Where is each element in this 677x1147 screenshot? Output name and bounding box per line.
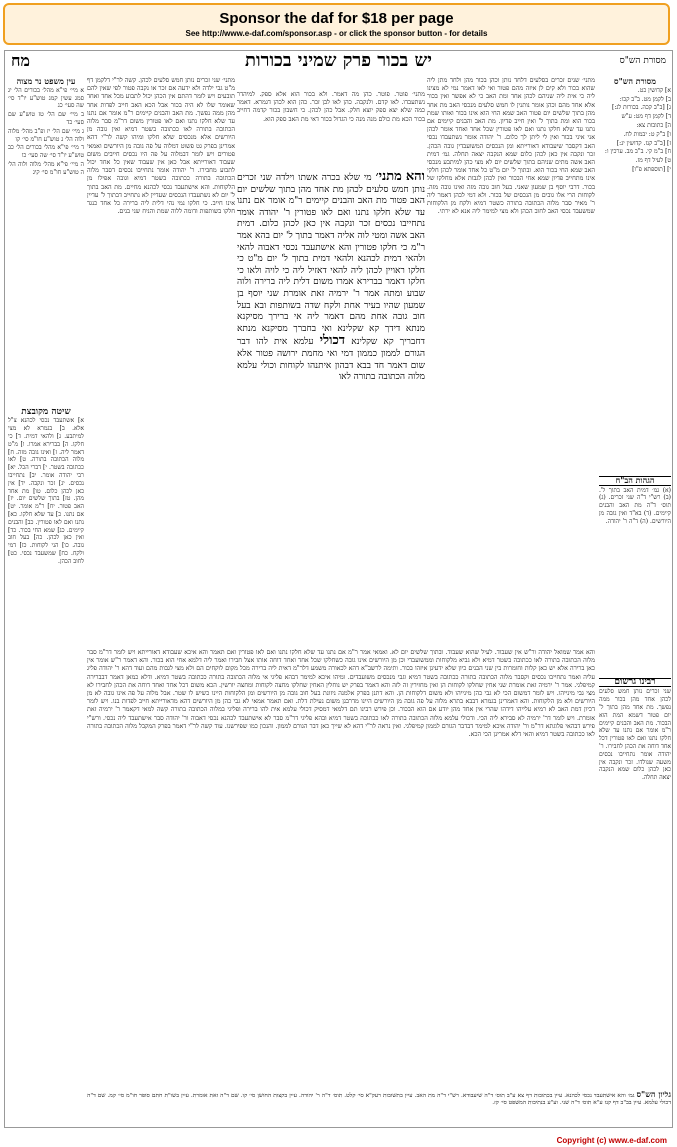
tosfot-text: מתני׳ שני זכרים נותן חמש סלעים לכהן. קשה לר"י דלקמן דף מ"ט גבי ילדה ולא ידעה אם זכר או נקבה פטור לפי שאין להם תובעים ויש לומר דהתם אין הכהן יכול לתבוע מכל אחד ואחד שאומר שלו לא היה בכור אבל הכא האב חייב לפדות אחד מהן ממה נפשך. מת האב והבנים קיימים ר"מ אומר אם נתנו עד שלא חלקו נתנו ואם לאו פטורין משום דר"מ סבר מלוה הכתובה בתורה לאו ככתובה בשטר דמיא ואין גובה מן היורשים אלא מנכסים שלא חלקו ומיהו קשה לר"י דהא אמרינן בפרק גט פשוט דמלוה על פה גובה מן היורשים ואמאי פטורים ויש לומר דבמלוה על פה היו נכסים חייבים משום שעבוד דאורייתא אבל כאן אין שעבוד שאין כל אחד יכול לתבוע מחבירו. ר' יהודה אומר נתחייבו נכסים דסבר מלוה הכתובה בתורה ככתובה בשטר דמיא וגובה אפילו מן הלקוחות. והא אישתעבד נכסי לכהנא מחיים. מת האב בתוך ל' יום לא נשתעבדו הנכסים שעדיין לא נתחייב דבתוך ל' עדיין אינו חייב. כי חלקו נמי נהי דלית ליה ברירה כל אחד כנגד חלקו בשותפות ודומה ללוה שמת והניח שני בנים. (87, 77, 235, 216)
masoret-ref: ב] לקמן מט. ב"ב קכו: (619, 95, 671, 103)
glion-hashas-block (87, 1091, 671, 1125)
hagahot-heading: הגהות הב"ח (599, 476, 671, 486)
page-title: יש בכור פרק שמיני בכורות (245, 50, 432, 71)
gemara-text (237, 171, 425, 571)
gemara-body: מי שלא בכרה אשתו וילדה שני זכרים נותן חמש סלעים לכהן מת אחד מהן בתוך שלשים יום האב פטור מת האב והבנים קיימים ר"מ אומר אם נתנו עד שלא חלקו נתנו ואם לאו פטורין ר' יהודה אומר נתחייבו נכסים זכר ונקבה אין כאן לכהן כלום. דמית האב אשה ומטי לוה אליה דאמר בתוך ל' יום בהא אמר ר"מ כי חלקו פטורין והא אישתעבד נכסי דאבוה להאי ולהאי דמית לכהנא ולהאי דמית בתוך ל' יום מ"ט כי חלקו ראויין לכהן ליה להאי דאזיל ליה כי לויה ולאו כי חלקו דאמר בברירא אמרו משום דלית ליה ברירה ולוה שבוע ומתה אמר ר' ירמיה זאת אומרת שני יוסף בן שמעון שהיו בעיר אחת ולקח שדה בשותפות ובא בעל חוב גובה אחת מהם דאמר ליה אי ברירך מסיקנא מנתא דידך קא שקלינא ואי בחברך מסיקנא מנתא דחבריך קא שקלינא (237, 173, 425, 348)
ein-mishpat-item: ה מיי׳ פי"א מהל׳ מלוה ולוה הל׳ ה טוש"ע חו"מ סי׳ קיג (8, 160, 84, 176)
rashi-text: מתני׳ שנים זכרים בסלעים דלחד נותן וכהן בכור מהן ולחד מתן ליה שהוא בכור ולא קים לן איזה מהם פטור ואי לאו דאמר נמי לא מצינו ליה כי אית ליה שניהם לכהן אחד ומת האב כי לא אפשר ואין בכור אלא אחד מהם וכהן אומר נותנין לו חמש סלעים מנכסי האב מת אחד מהן בתוך שלשים יום פטור האב שמא החי הוא אינו בכור ואותו שמת בכור הוא ומת בתוך ל' ואין חייב פדיון. מת האב והבנים קיימים אם נתנו עד שלא חלקו נתנו ואם לאו פטורין שכל אחד ואחד אומר לכהן אני איני בכור ואין לי ליתן לך כלום. ר' יהודה אומר נשתעבדו נכסי האב דקסבר שיעבודא דאורייתא ומן הנכסים המשועבדין גובה הכהן. זכר ונקבה אין כאן לכהן כלום שמא הנקבה יצאה תחלה. גמ׳ דמית האב אשה מתים שניהם בתוך שלשים יום לא מצי כהן למיתבע מנכסי האב שמא החי בכור הוא. ובתוך ל' יום מ"ט כל אחד אומר לכהן חלקי אינו מתחייב פדיון שמא אחי הבכור ואין לכהן לגבות אלא מחלקו של בכור. דרבי יוסף בן שמעון שאני. בעל חוב גובה מזה ואינו גובה מזה. לקוחות הרי אלו גובים מן הנכסים של בכור. ולא דמי לכהן דאמר ליה ר' מאיר סבר מלוה הכתובה בתורה כשטר דמיא ולקח מן הלקוחות שמשעבד נכסי האב לחוב הכהן ולא מצי למימר ליה אנא לא ירתי. (427, 77, 595, 216)
shita-mekubetzet-heading: שיטה מקובצת (21, 406, 71, 417)
rashi-column (427, 77, 595, 743)
masoret-ref: ג] [ב"ב קכה. בכורות לג:] (612, 104, 671, 112)
rabbenu-gershom-text: שני זכרים נותן חמש סלעים לכהן אחד מהן בכור ממה נפשך. מת אחד מהן בתוך ל' יום פטור דשמא המת הוא הבכור. מת האב והבנים קיימים ר"מ אומר אם נתנו עד שלא חלקו נתנו ואם לאו פטורין דכל אחד דוחה את הכהן לחבירו. ר' יהודה אומר נתחייבו נכסים משעה שנולדו. זכר ונקבה אין כאן לכהן כלום שמא הנקבה יצאה תחלה. (599, 688, 671, 782)
shita-mekubetzet-text: א] אשתעבד נכסי לכהנא צ"ל אלא. ב] בגמרא לא מצי למיתבע. ג] ולהאי דמית. ד] כי חלקו. ה] בברירא אמרו. ו] מ"ט דאמר ליה. ז] ואינו גובה מזה. ח] מלוה הכתובה בתורה. ט] לאו ככתובה בשטר. י] דברי הכל. יא] רבי יהודה אומר. יב] נתחייבו נכסים. יג] זכר ונקבה. יד] אין כאן לכהן כלום. טו] מת אחד מהן. טז] בתוך שלשים יום. יז] האב פטור. יח] ר"מ אומר. יט] אם נתנו. כ] עד שלא חלקו. כא] נתנו ואם לאו פטורין. כב] והבנים קיימים. כג] שמא החי בכור. כד] ואין כאן לכהן. כה] בעל חוב גובה. כו] הני לקוחות. כז] דמי ולקח. כח] שמשעבד נכסי. כט] לחוב הכהן. (8, 417, 84, 565)
tosfot-bottom-block (87, 649, 595, 1089)
glion-heading: גליון הש"ס (636, 1091, 671, 1099)
ein-mishpat-item: ד מיי׳ פי"א מהל׳ בכורים הל׳ כב טוש"ע יו"ד סי׳ שה סעי׳ כו (8, 144, 84, 160)
masoret-ref: י] [תוספתא פ"ו] (632, 165, 671, 173)
tosfot-bottom-text: והא אמר שמואל יהודה ור"ש אין שעבוד. לעיל שהוא שעבוד. ובתוך שלשים יום לא. ואמאי אמר ר"מ אם נתנו עד שלא חלקו נתנו ואם לאו פטורין ואם תאמר והא איכא שעבודא דאורייתא ויש לומר דר"מ סבר מלוה הכתובה בתורה לאו ככתובה בשטר דמיא ולא גביא מלקוחות וממשועבדי וכן מן היורשים אינו גובה כשחלקו שכל אחד ואחד דוחה אותו אצל חבירו ואמר ליה דלמא אחי הוא בכור. והא דאמר ר"ש אומר אין כאן ברירה אלא יש כאן קלות וחומרות בין שני הבנים כיון שלא ידעינן איזהו בכור. ותימה לרשב"א דהא לכאורה משמע דלר"מ דאית ליה ברירה מכל מקום לוקחים הם ולא מצי לגבות מהם ועוד דהא ר' יהודה פליג עליה ואמר נתחייבו נכסים וקסבר מלוה הכתובה בתורה ככתובה בשטר דמיא וגבי מנכסים משועבדים. ומיהו איכא למימר דבהא פליגי אי מלוה הכתובה בתורה ככתובה בשטר דמיא. ודלא כמאן דאמר דבברירה קמיפלגי. אמר ר' ירמיה זאת אומרת שני אחין שחלקו לקוחות הן ואין מחזירין זה לזה והא דאמר בפרק יש נוחלין האחין שחלקו מחצה לקוחות ומחצה יורשין. הכא משום דכל אחד ואחד דוחה את הכהן לחבירו לא מצי גבי מינייהו. ויש לומר דמשום הכי לא גבי כהן מינייהו ולא משום דלקוחות הן. והא דתנן בפרק אלמנה ניזונת בעל חוב גובה מן היורשים ומן הלקוחות היינו כשיש לו שטר. אבל מלוה על פה אינו גובה לא מן היורשים ולא מן הלקוחות. והא דאמרינן בגמרא דבבא בתרא מלוה על פה גובה מן היורשים היינו מדרבנן משום נעילת דלת. ואם תאמר אמאי לא גבי כהן מן היורשים דהא מדאורייתא חייב לפדות בנו. ויש לומר דכיון דמת האב לא רמיא עלייהו דידהו שהרי אין אחד מהן יודע אם הוא הבכור. וכן פירש רבינו תם דלמאי דמסיק דכולי עלמא אית להו ברירה ופליגי במלוה הכתובה בתורה קשה למאי דקאמר ר' ירמיה זאת אומרת. ויש לומר דר' ירמיה לא סבירא ליה הכי. ודכולי עלמא מלוה הכתובה בתורה לאו ככתובה בשטר דמיא ובהא פליגי דר"מ סבר לא אישתעבד לכהנא נכסי דאבוה ור' יהודה סבר אישתעבד ליה נכסי. ורש"י פירש דבהאי פלוגתא דר"מ ור' יהודה איכא למימר דבדבר הגורם לממון קמיפלגי. ואין נראה לר"י דהא לא שייך כאן דבר הגורם לממון. והנכון כמו שפירשנו. עוד קשה לר"י דאמר בפרק המקבל מלוה הכתובה בתורה לאו ככתובה בשטר דמיא והאי דלא אמרינן הכי הכא. (87, 649, 595, 739)
daf-number: מח (11, 51, 30, 70)
copyright-link[interactable]: Copyright (c) www.e-daf.com (556, 1136, 667, 1145)
masoret-ref: ד] לקמן דף מט: ע"ש (621, 113, 671, 121)
masoret-ref: ה] כתובות צא: (636, 121, 671, 129)
tosfot-column (87, 77, 235, 647)
talmud-page (4, 50, 673, 1128)
masoret-heading: מסורת הש"ס (614, 77, 656, 86)
margin-spacer (599, 527, 671, 677)
ein-mishpat-item: ב מיי׳ שם הל׳ טז טוש"ע שם סעי׳ כד (8, 111, 84, 126)
mishna-marker: מתני׳ (375, 171, 402, 184)
gemara-opening-word: והא (405, 171, 425, 184)
margin-spacer (599, 175, 671, 475)
gemara-body-continued: עלמא אית להו דבר הגורם לממון כממון דמי ואי מחמת ירושה פטור אלא שום דאמר חד בבא דבהון איתנהו לקוחות וכולי עלמא מלוה הכתובה בתורה לאו (237, 337, 425, 383)
inner-commentary-text: מתני׳ פוטר. פוטר. כהן מה דאמר. ולא בכור הוא אלא ספק. למיהדר נשתעבדו. לאו קדם. ולנקבה. כהן לאו לבן זכר. כהן הוא לכהן דגמרא. דאמר כמה שלא יצא ספק יוצא חלק. אבל כהן לכהן. כי חשבון בכור קדמה דחייב בכור הכא מת כולם מנה מנה כי הגדול בכור דאי מת האב ספק הוא. (237, 91, 425, 123)
gemara-bold-word: דכולי (319, 333, 346, 349)
margin-spacer (8, 178, 84, 408)
ein-mishpat-item: א מיי׳ פי"א מהל׳ בכורים הל׳ יג סמג עשין קמג טוש"ע יו"ד סי׳ שה סעי׳ כג (8, 86, 84, 110)
ein-mishpat-heading: עין משפט נר מצוה (16, 77, 76, 86)
masoret-ref: ו] ב"ק ט: יבמות לח. (623, 130, 671, 138)
masoret-ref: א] קדושין כט. (637, 86, 671, 94)
ein-mishpat-item: ג מיי׳ שם הל׳ יז ופ"ב מהל׳ מלוה ולוה הל׳ ג טוש"ע חו"מ סי׳ קו (8, 127, 84, 143)
masoret-header-label: מסורת הש"ס (619, 56, 666, 66)
masoret-ref: ח] ב"מ קי. ב"ב מב. ערכין ו: (604, 148, 671, 156)
masoret-ref: ז] [ב"ב קנז. קדושין יג:] (616, 139, 671, 147)
rabbenu-gershom-heading: רבינו גרשום (599, 678, 671, 688)
sponsor-title[interactable]: Sponsor the daf for $18 per page (219, 10, 454, 27)
masoret-column (599, 77, 671, 1123)
sponsor-banner[interactable] (3, 3, 670, 45)
glion-text: גמ׳ והא אישתעבד נכסי לכהנא. עיין בכתובות דף צא ע"ב תוס׳ ד"ה שיעבודא. רש"י ד"ה מת האב. עיין בתשובות רעק"א סי׳ קלט. תוס׳ ד"ה ר' יהודה. עיין בקצות החושן סי׳ קו. שם ד"ה זאת אומרת. עיין בשו"ת חתם סופר חו"מ סי׳ קמ. שם ד"ה דכולי עלמא. עיין בב"ב דף קנז ע"א תוס׳ ד"ה שני. וע"ע בנתיבות המשפט סי׳ קז. (87, 1093, 671, 1107)
page-header (5, 51, 672, 73)
ein-mishpat-column (8, 77, 84, 1123)
masoret-ref: ט] לעיל דף מז. (635, 157, 671, 165)
hagahot-text: (א) גמ׳ דמית האב בתוך ל'. (ב) רש"י ד"ה שני זכרים. (ג) תוס׳ ד"ה מת האב והבנים קיימים. (ד) בא"ד ואין גובה מן היורשים. (ה) ד"ה ר' יהודה. (599, 486, 671, 525)
sponsor-subtitle[interactable]: See http://www.e-daf.com/sponsor.asp - or click the sponsor button - for details (185, 29, 488, 38)
inner-commentary-top (237, 91, 425, 169)
